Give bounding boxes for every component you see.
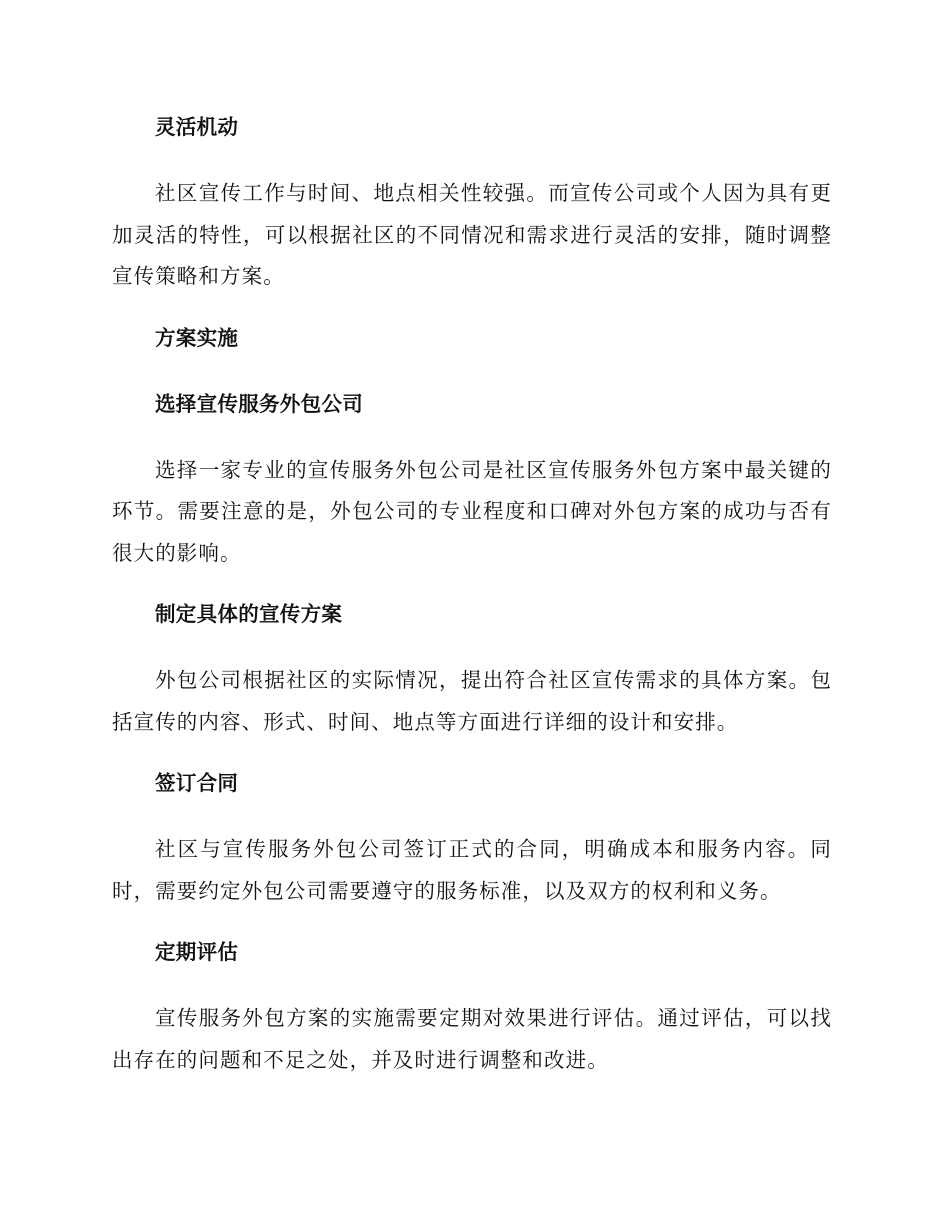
document-page bbox=[112, 107, 832, 1101]
section-paragraph-select-company: 选择一家专业的宣传服务外包公司是社区宣传服务外包方案中最关键的环节。需要注意的是，外包公司的专业程度和口碑对外包方案的成功与否有很大的影响。 bbox=[112, 457, 832, 565]
section-heading-evaluation: 定期评估 bbox=[155, 940, 239, 964]
section-paragraph-evaluation: 宣传服务外包方案的实施需要定期对效果进行评估。通过评估，可以找出存在的问题和不足之处，并及时进行调整和改进。 bbox=[112, 1006, 832, 1072]
section-heading-implementation: 方案实施 bbox=[155, 325, 239, 350]
section-heading-contract: 签订合同 bbox=[155, 771, 239, 795]
section-paragraph-flexibility: 社区宣传工作与时间、地点相关性较强。而宣传公司或个人因为具有更加灵活的特性，可以根据社区的不同情况和需求进行灵活的安排，随时调整宣传策略和方案。 bbox=[112, 181, 832, 288]
section-heading-select-company: 选择宣传服务外包公司 bbox=[155, 391, 363, 416]
section-paragraph-contract: 社区与宣传服务外包公司签订正式的合同，明确成本和服务内容。同时，需要约定外包公司需要遵守的服务标准，以及双方的权利和义务。 bbox=[112, 837, 832, 903]
section-heading-flexibility: 灵活机动 bbox=[155, 115, 239, 139]
section-paragraph-plan: 外包公司根据社区的实际情况，提出符合社区宣传需求的具体方案。包括宣传的内容、形式、时间、地点等方面进行详细的设计和安排。 bbox=[112, 668, 832, 734]
section-heading-plan: 制定具体的宣传方案 bbox=[155, 602, 343, 626]
